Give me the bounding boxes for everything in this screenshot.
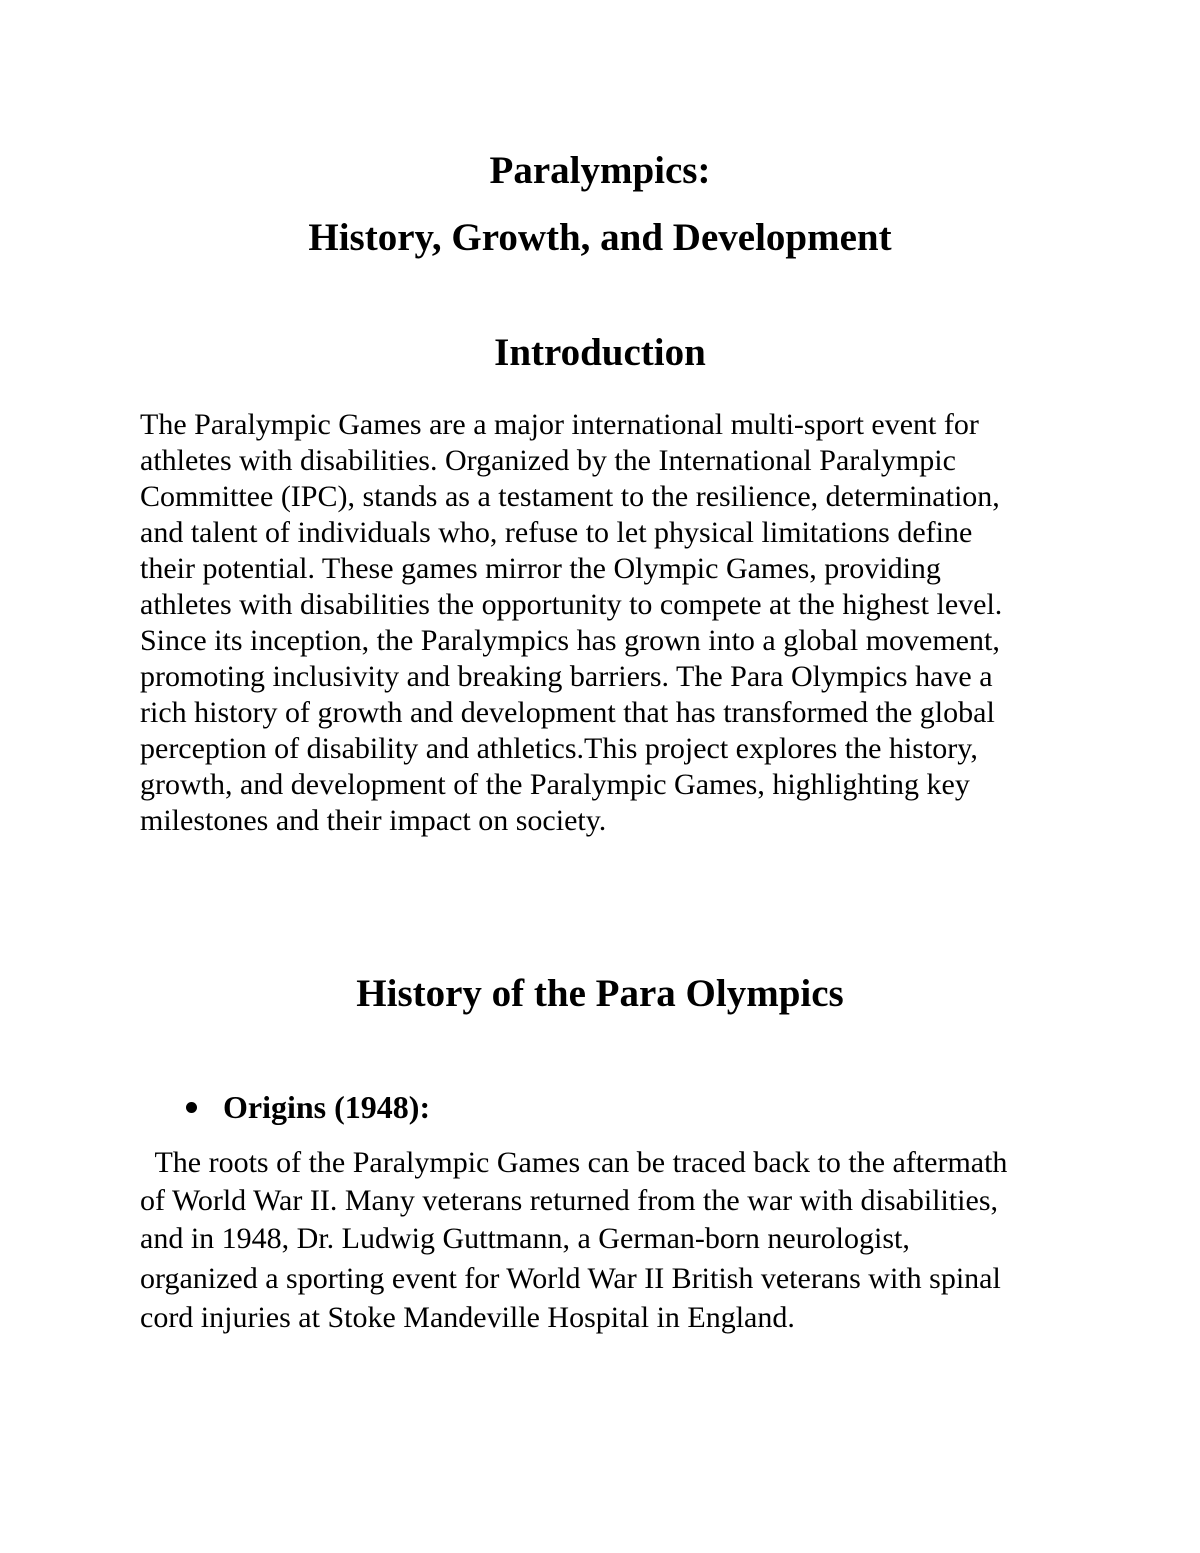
paragraph-line: growth, and development of the Paralympic Games, highlighting key — [140, 768, 970, 801]
paragraph-line: and in 1948, Dr. Ludwig Guttmann, a German-born neurologist, — [140, 1222, 910, 1255]
paragraph-line: of World War II. Many veterans returned from the war with disabilities, — [140, 1184, 998, 1217]
document-title-line-1: Paralympics: — [489, 149, 711, 192]
paragraph-line: Since its inception, the Paralympics has grown into a global movement, — [140, 624, 1000, 657]
origins-bullet-item — [186, 1084, 430, 1130]
bullet-icon — [186, 1102, 197, 1113]
paragraph-line: The roots of the Paralympic Games can be traced back to the aftermath — [140, 1146, 1008, 1179]
paragraph-line: perception of disability and athletics.This project explores the history, — [140, 732, 978, 765]
paragraph-line: organized a sporting event for World War II British veterans with spinal — [140, 1262, 1001, 1295]
document-title-line-2: History, Growth, and Development — [308, 216, 892, 259]
origins-label: Origins (1948): — [223, 1089, 431, 1125]
paragraph-line: athletes with disabilities. Organized by the International Paralympic — [140, 444, 956, 477]
introduction-heading: Introduction — [494, 331, 706, 374]
paragraph-line: Committee (IPC), stands as a testament to the resilience, determination, — [140, 480, 1000, 513]
paragraph-line: and talent of individuals who, refuse to let physical limitations define — [140, 516, 973, 549]
paragraph-line: rich history of growth and development that has transformed the global — [140, 696, 995, 729]
paragraph-line: their potential. These games mirror the Olympic Games, providing — [140, 552, 941, 585]
paragraph-line: milestones and their impact on society. — [140, 804, 607, 837]
paragraph-line: cord injuries at Stoke Mandeville Hospital in England. — [140, 1301, 795, 1334]
paragraph-line: athletes with disabilities the opportunity to compete at the highest level. — [140, 588, 1003, 621]
history-heading: History of the Para Olympics — [356, 972, 844, 1015]
paragraph-line: promoting inclusivity and breaking barriers. The Para Olympics have a — [140, 660, 993, 693]
paragraph-line: The Paralympic Games are a major international multi-sport event for — [140, 408, 979, 441]
